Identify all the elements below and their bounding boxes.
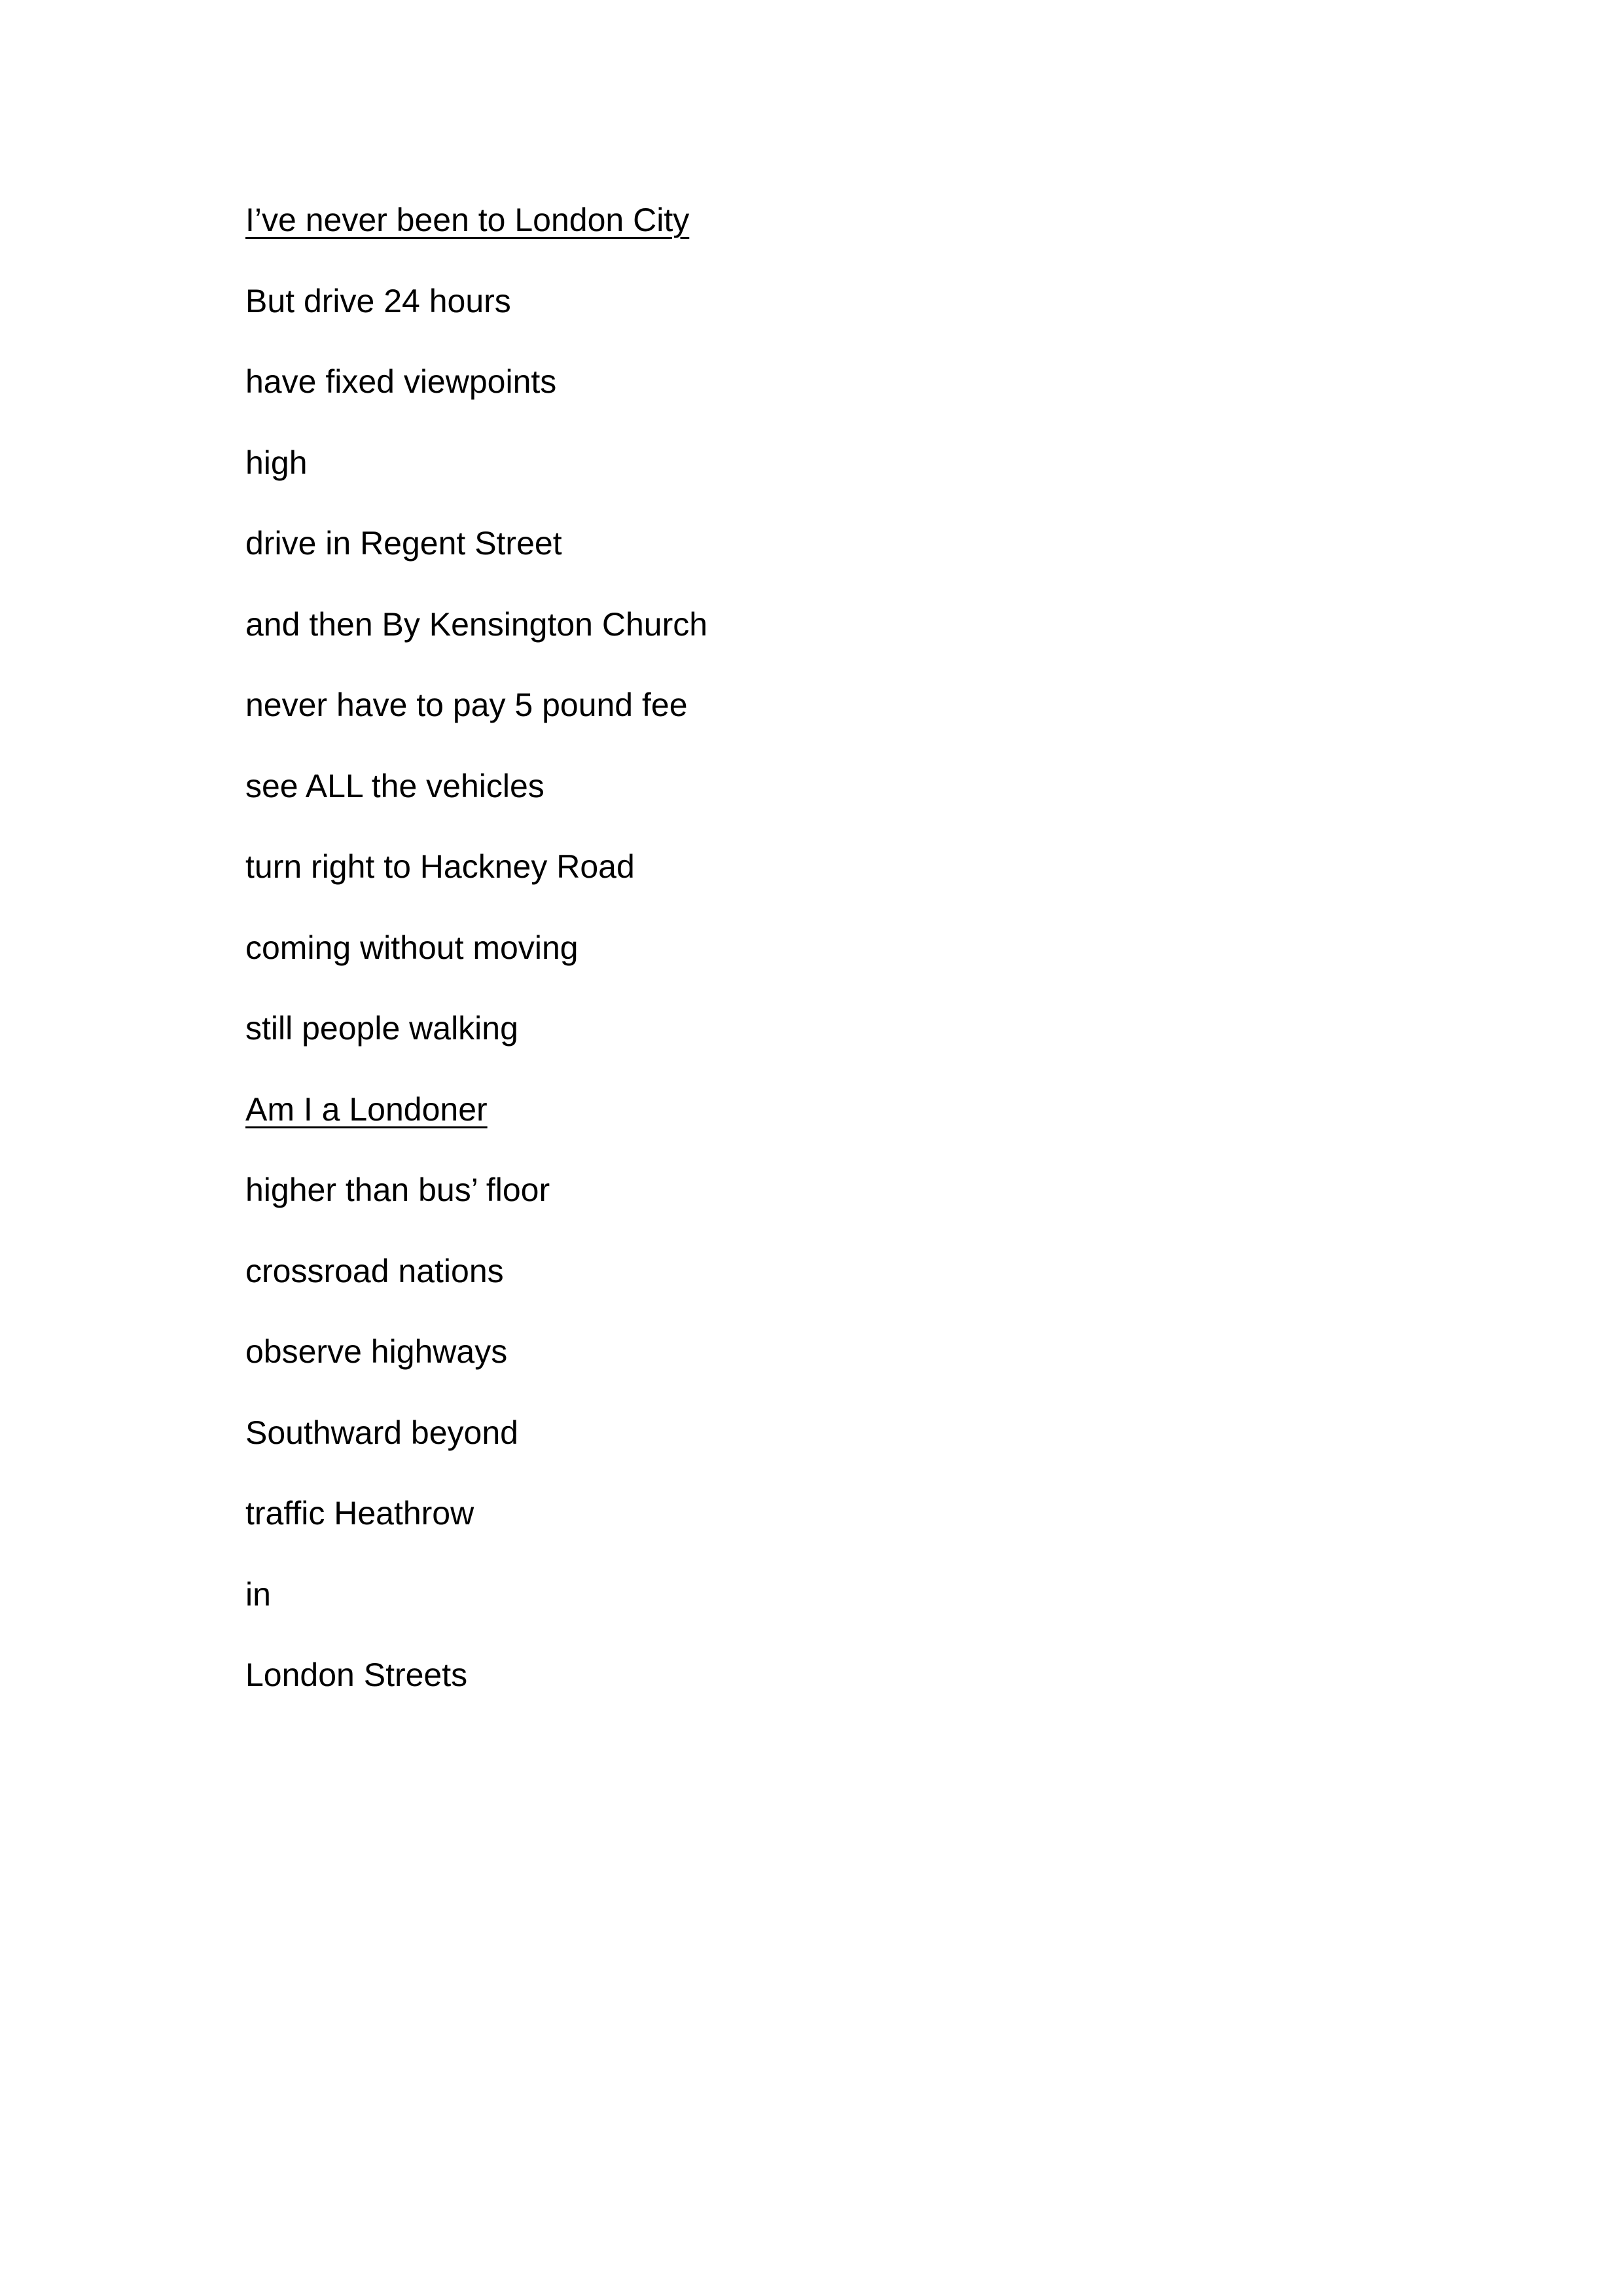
poem-heading-line: I’ve never been to London City <box>245 202 690 238</box>
poem-line: drive in Regent Street <box>245 525 562 562</box>
poem-line: have fixed viewpoints <box>245 363 557 400</box>
poem-line: crossroad nations <box>245 1252 504 1289</box>
poem-line: traffic Heathrow <box>245 1495 474 1532</box>
poem-line: and then By Kensington Church <box>245 605 708 643</box>
poem-subheading-line: Am I a Londoner <box>245 1090 488 1128</box>
poem-line: turn right to Hackney Road <box>245 848 635 885</box>
poem-line: Southward beyond <box>245 1414 518 1451</box>
poem-line: high <box>245 444 308 481</box>
poem-line: London Streets <box>245 1657 468 1693</box>
poem-line: observe highways <box>245 1333 508 1370</box>
poem-line: coming without moving <box>245 929 579 966</box>
poem-line: in <box>245 1575 271 1613</box>
poem-line: see ALL the vehicles <box>245 767 544 804</box>
poem-line: But drive 24 hours <box>245 282 511 319</box>
poem-line: never have to pay 5 pound fee <box>245 687 688 723</box>
poem-body <box>245 193 707 1729</box>
poem-line: higher than bus’ floor <box>245 1172 550 1208</box>
poem-line: still people walking <box>245 1010 518 1047</box>
